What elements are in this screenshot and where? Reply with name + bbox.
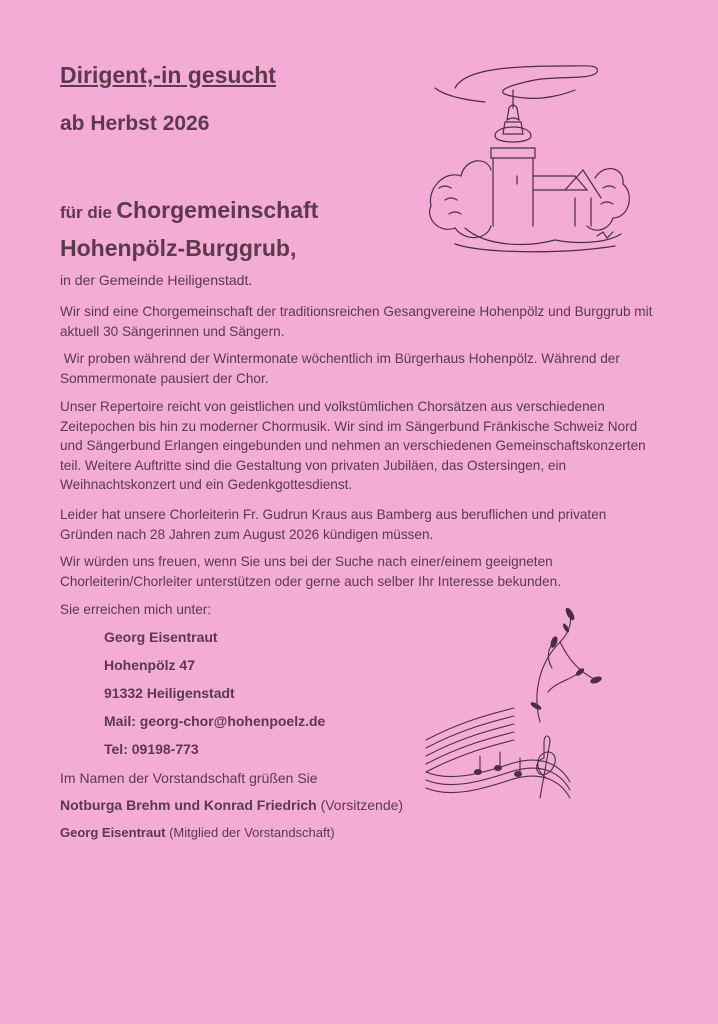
paragraph-rehearsal: Wir proben während der Wintermonate wöchentlich im Bürgerhaus Hohenpölz. Während der Sommermonate pausiert der Chor. — [60, 351, 624, 386]
closing-signers-role: (Vorsitzende) — [320, 797, 404, 813]
closing-greeting: Im Namen der Vorstandschaft grüßen Sie — [60, 770, 318, 786]
organization-prefix: für die — [60, 203, 112, 222]
page-subtitle: ab Herbst 2026 — [60, 112, 210, 135]
organization-name-line1: Chorgemeinschaft — [116, 197, 319, 223]
contact-city: 91332 Heiligenstadt — [104, 685, 235, 701]
paragraph-contact-intro: Sie erreichen mich unter: — [60, 602, 212, 617]
paragraph-departure: Leider hat unsere Chorleiterin Fr. Gudrun Kraus aus Bamberg aus beruflichen und privaten Gründen nach 28 Jahren zum August 2026 kündigen müssen. — [60, 507, 607, 542]
paragraph-repertoire: Unser Repertoire reicht von geistlichen und volkstümlichen Chorsätzen aus verschiedenen Zeitepochen bis hin zu moderner Chormusik. Wir sind im Sängerbund Fränkische Schweiz Nord und Sängerbund Erlangen eingebunden und nehmen an verschiedenen Gemeinschaftskonzerten teil. Weitere Auftritte sind die Gestaltung von privaten Jubiläen, das Ostersingen, ein Weihnachtskonzert und ein Gedenkgottesdienst. — [60, 399, 646, 492]
organization-location: in der Gemeinde Heiligenstadt. — [60, 272, 253, 288]
church-sketch-illustration — [425, 58, 635, 263]
organization-heading — [60, 193, 318, 265]
organization-name-line2: Hohenpölz-Burggrub, — [60, 235, 297, 261]
contact-name: Georg Eisentraut — [104, 629, 218, 645]
closing-signers: Notburga Brehm und Konrad Friedrich — [60, 797, 317, 813]
page-title: Dirigent,-in gesucht — [60, 62, 276, 88]
paragraph-request: Wir würden uns freuen, wenn Sie uns bei der Suche nach einer/einem geeigneten Chorleiterin/Chorleiter unterstützen oder gerne auch selber Ihr Interesse bekunden. — [60, 554, 561, 589]
closing-member-line — [60, 825, 335, 840]
contact-street: Hohenpölz 47 — [104, 657, 196, 673]
closing-member-role: (Mitglied der Vorstandschaft) — [169, 825, 335, 840]
closing-member: Georg Eisentraut — [60, 825, 166, 840]
paragraph-intro: Wir sind eine Chorgemeinschaft der traditionsreichen Gesangvereine Hohenpölz und Burggrub mit aktuell 30 Sängerinnen und Sängern. — [60, 304, 653, 339]
closing-signers-line — [60, 797, 403, 813]
music-staff-illustration — [420, 602, 620, 807]
contact-phone: Tel: 09198-773 — [104, 741, 199, 757]
contact-mail: Mail: georg-chor@hohenpoelz.de — [104, 713, 326, 729]
